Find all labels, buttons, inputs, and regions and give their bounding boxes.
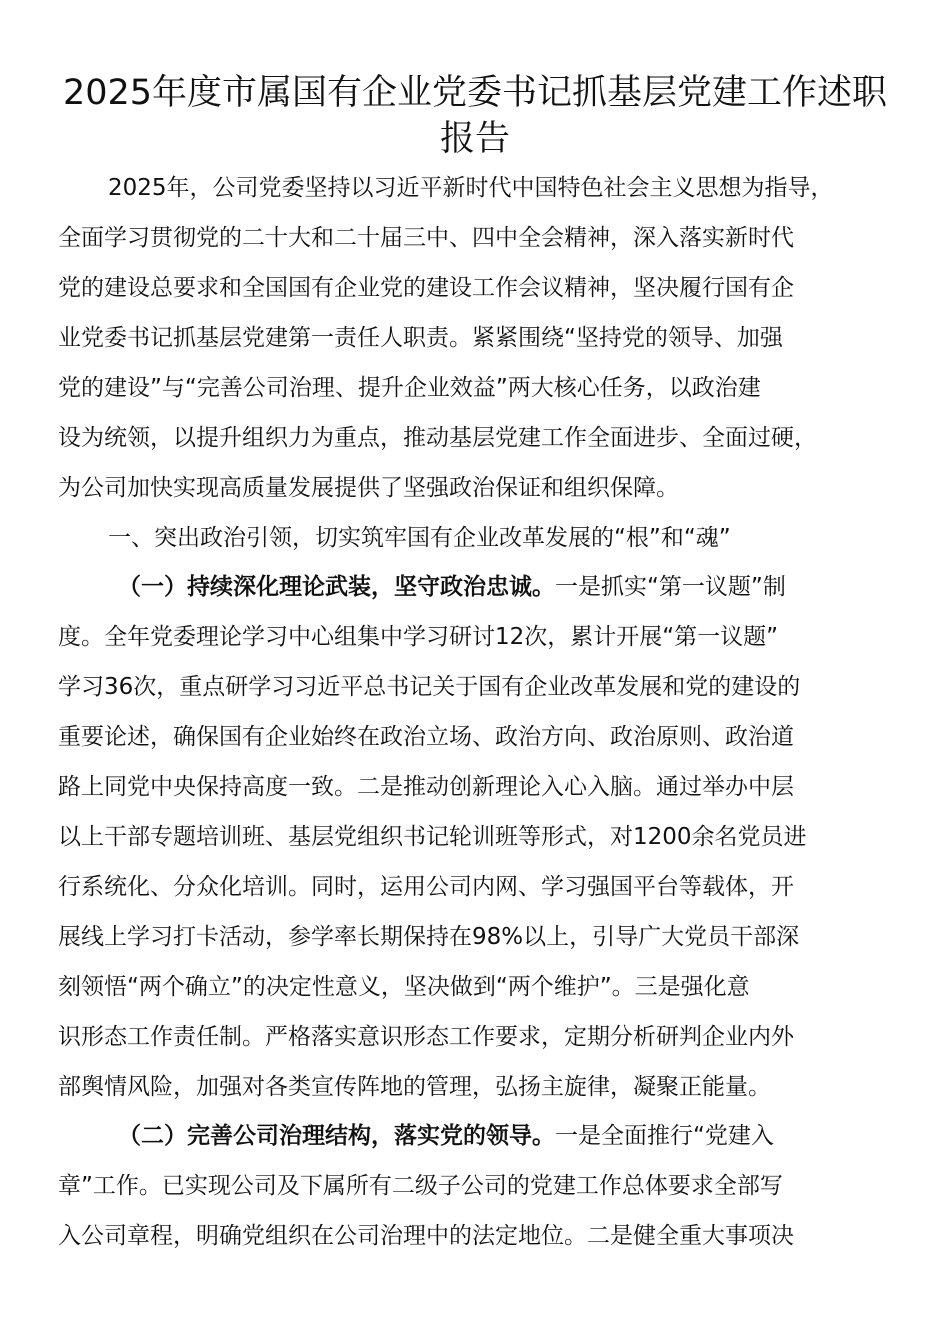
text-line: 刻领悟“两个确立”的决定性意义，坚决做到“两个维护”。三是强化意: [58, 974, 750, 1000]
text-line: 部舆情风险，加强对各类宣传阵地的管理，弘扬主旋律，凝聚正能量。: [58, 1074, 771, 1100]
text-line: 设为统领，以提升组织力为重点，推动基层党建工作全面进步、全面过硬，: [58, 425, 817, 451]
text-line: 党的建设总要求和全国国有企业党的建设工作会议精神，坚决履行国有企: [58, 275, 794, 301]
text-line: 度。全年党委理论学习中心组集中学习研讨12次，累计开展“第一议题”: [58, 624, 779, 650]
text-span: 一是全面推行“党建入: [555, 1123, 774, 1149]
text-line: 全面学习贯彻党的二十大和二十届三中、四中全会精神，深入落实新时代: [58, 225, 794, 251]
text-line: 入公司章程，明确党组织在公司治理中的法定地位。二是健全重大事项决: [58, 1223, 794, 1249]
section-heading: 一、突出政治引领，切实筑牢国有企业改革发展的“根”和“魂”: [108, 525, 731, 551]
text-line: [118, 1121, 950, 1151]
text-line: 识形态工作责任制。严格落实意识形态工作要求，定期分析研判企业内外: [58, 1024, 794, 1050]
text-line: 展线上学习打卡活动，参学率长期保持在98%以上，引导广大党员干部深: [58, 924, 800, 950]
text-span: 一是抓实“第一议题”制: [555, 574, 786, 600]
text-line: 党的建设”与“完善公司治理、提升企业效益”两大核心任务，以政治建: [58, 375, 761, 401]
text-line: 章”工作。已实现公司及下属所有二级子公司的党建工作总体要求全部写: [58, 1173, 783, 1199]
subsection-heading: （二）完善公司治理结构，落实党的领导。: [118, 1123, 555, 1149]
text-line: 行系统化、分众化培训。同时，运用公司内网、学习强国平台等载体，开: [58, 874, 794, 900]
text-line: 路上同党中央保持高度一致。二是推动创新理论入心入脑。通过举办中层: [58, 774, 794, 800]
text-line: 为公司加快实现高质量发展提供了坚强政治保证和组织保障。: [58, 475, 679, 501]
document-title-line-1: 2025年度市属国有企业党委书记抓基层党建工作述职: [62, 73, 888, 113]
text-line: 重要论述，确保国有企业始终在政治立场、政治方向、政治原则、政治道: [58, 724, 794, 750]
document-title-line-2: 报告: [439, 119, 510, 159]
subsection-heading: （一）持续深化理论武装，坚守政治忠诚。: [118, 574, 555, 600]
text-line: [118, 572, 950, 602]
text-line: 2025年，公司党委坚持以习近平新时代中国特色社会主义思想为指导，: [108, 175, 834, 201]
text-line: 学习36次，重点研学习习近平总书记关于国有企业改革发展和党的建设的: [58, 674, 801, 700]
text-line: 业党委书记抓基层党建第一责任人职责。紧紧围绕“坚持党的领导、加强: [58, 325, 783, 351]
text-line: 以上干部专题培训班、基层党组织书记轮训班等形式，对1200余名党员进: [58, 824, 807, 850]
